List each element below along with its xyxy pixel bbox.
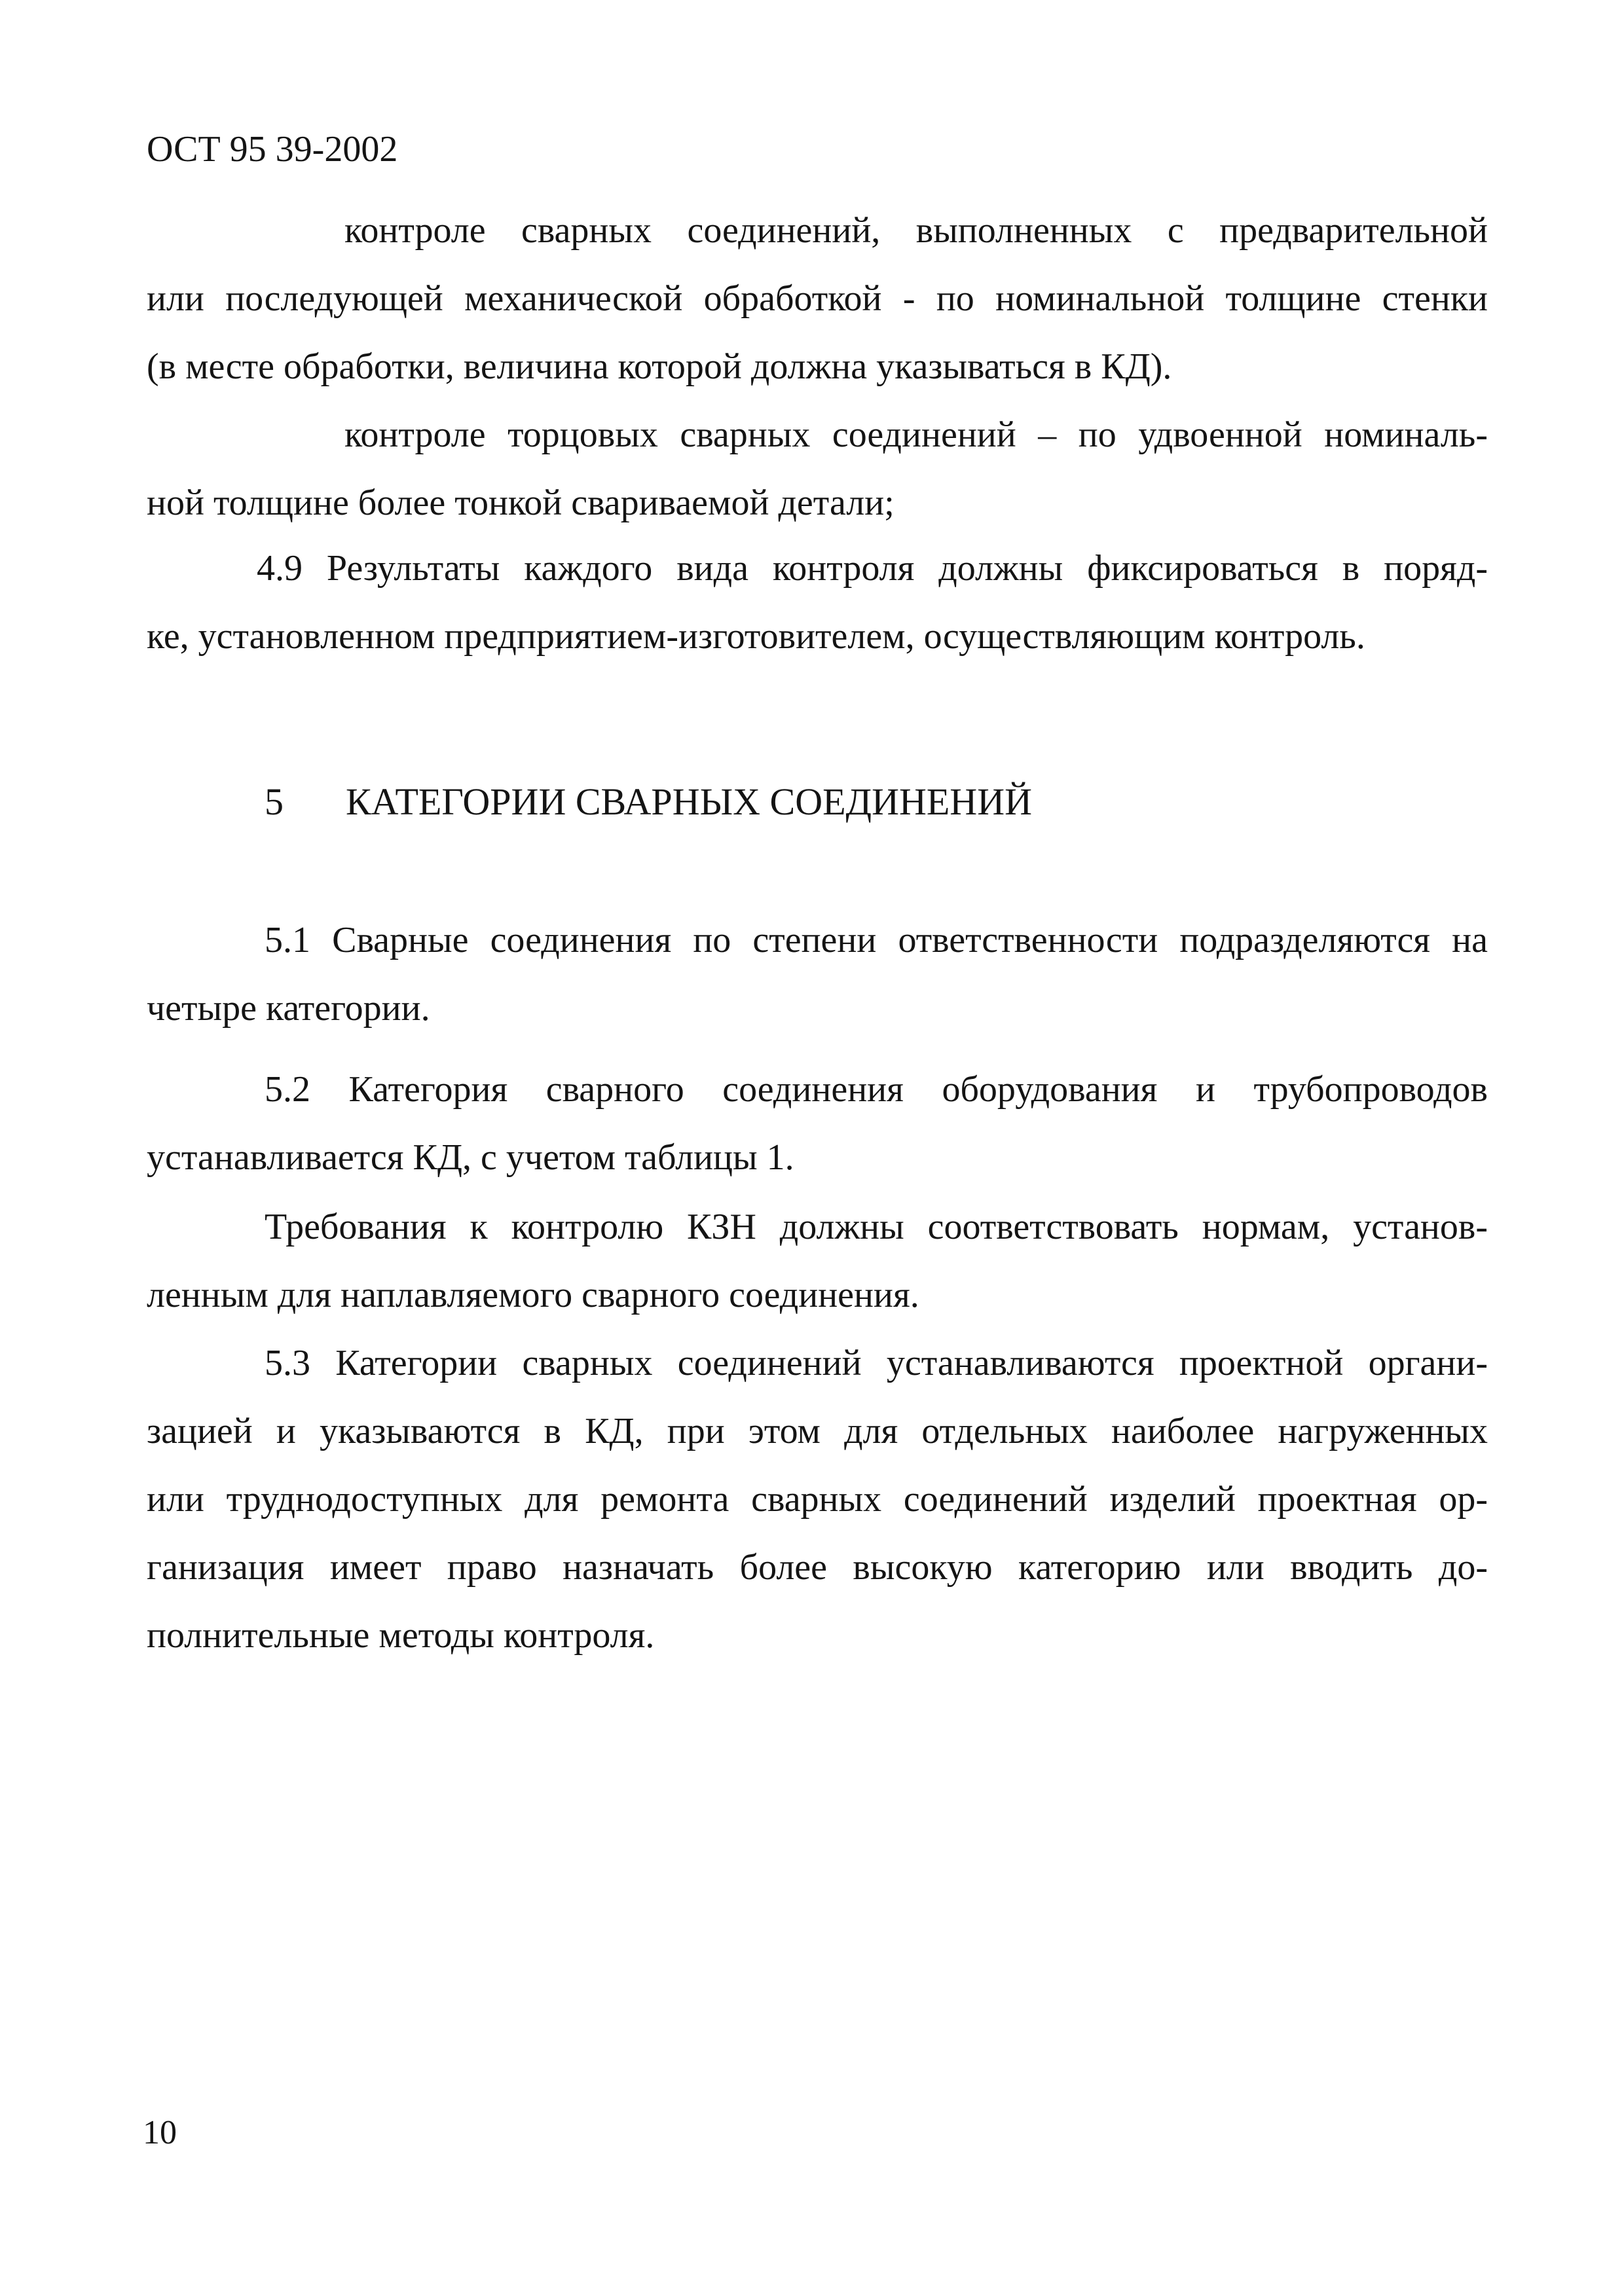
paragraph-end-weld-control	[147, 401, 1488, 537]
section-heading	[265, 780, 1032, 823]
paragraph-weld-control-machining	[147, 196, 1488, 401]
text-line: 5.2 Категория сварного соединения оборудования и трубопроводов	[265, 1069, 1488, 1110]
section-number: 5	[265, 780, 284, 823]
text-line: полнительные методы контроля.	[147, 1615, 655, 1656]
text-line: 4.9 Результаты каждого вида контроля должны фиксироваться в поряд-	[257, 548, 1488, 589]
text-line: 5.3 Категории сварных соединений устанавливаются проектной органи-	[265, 1343, 1488, 1383]
text-line: ганизация имеет право назначать более высокую категорию или вводить до-	[147, 1547, 1488, 1588]
text-line: или труднодоступных для ремонта сварных соединений изделий проектная ор-	[147, 1479, 1488, 1520]
text-line: зацией и указываются в КД, при этом для отдельных наиболее нагруженных	[147, 1411, 1488, 1451]
text-line: ленным для наплавляемого сварного соединения.	[147, 1275, 919, 1315]
section-title: КАТЕГОРИИ СВАРНЫХ СОЕДИНЕНИЙ	[346, 780, 1032, 823]
document-code: ОСТ 95 39-2002	[147, 129, 398, 170]
clause-5-2	[147, 1055, 1488, 1192]
clause-5-1	[147, 906, 1488, 1042]
text-line: контроле сварных соединений, выполненных с предварительной	[344, 210, 1488, 251]
paragraph-kzn-requirements	[147, 1193, 1488, 1329]
text-line: или последующей механической обработкой - по номинальной толщине стенки	[147, 278, 1488, 319]
text-line: устанавливается КД, с учетом таблицы 1.	[147, 1137, 794, 1178]
clause-4-9	[147, 534, 1488, 670]
text-line: четыре категории.	[147, 988, 430, 1029]
text-line: (в месте обработки, величина которой должна указываться в КД).	[147, 346, 1172, 387]
text-line: Требования к контролю КЗН должны соответствовать нормам, установ-	[265, 1207, 1488, 1247]
text-line: 5.1 Сварные соединения по степени ответственности подразделяются на	[265, 920, 1488, 960]
page-number: 10	[143, 2114, 177, 2151]
clause-5-3	[147, 1329, 1488, 1669]
text-line: ке, установленном предприятием-изготовителем, осуществляющим контроль.	[147, 616, 1365, 657]
text-line: контроле торцовых сварных соединений – по удвоенной номиналь-	[344, 414, 1488, 455]
text-line: ной толщине более тонкой свариваемой детали;	[147, 483, 895, 523]
